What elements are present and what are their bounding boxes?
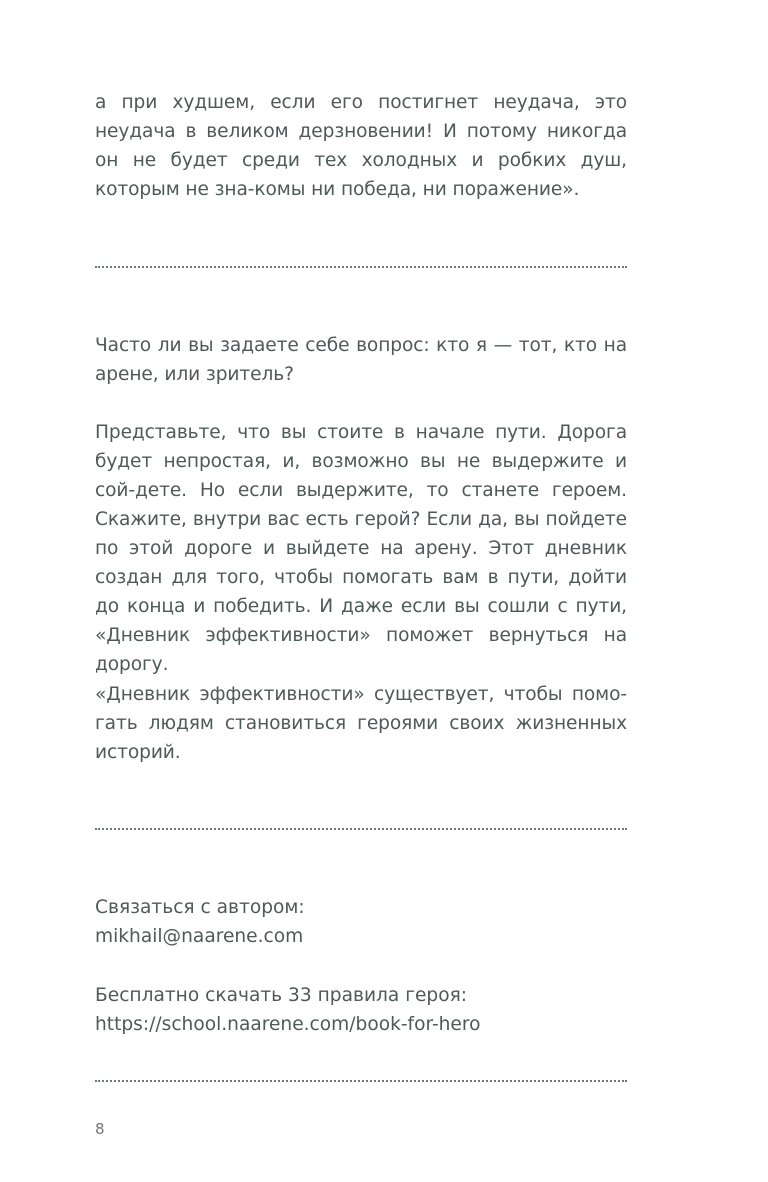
- download-label: Бесплатно скачать 33 правила героя:: [95, 985, 468, 1006]
- question-block: [95, 331, 627, 389]
- main-paragraph: Представьте, что вы стоите в начале пути. Дорога будет непростая, и, возможно вы не выдержите и сой-дете. Но если выдержите, то станете героем. Скажите, внутри вас есть герой? Если да, вы пойдете по этой дороге и выйдете на арену. Этот дневник создан для того, чтобы помогать вам в пути, дойти до конца и победить. И даже если вы сошли с пути, «Дневник эффективности» поможет вернуться на дорогу.: [95, 422, 627, 675]
- dotted-divider: [95, 1080, 627, 1082]
- download-block: [95, 981, 635, 1039]
- dotted-divider: [95, 828, 627, 830]
- quote-text: а при худшем, если его постигнет неудача, это неудача в великом дерзновении! И потому никогда он не будет среди тех холодных и робких душ, которым не зна-комы ни победа, ни поражение».: [95, 92, 627, 200]
- download-url-link[interactable]: https://school.naarene.com/book-for-hero: [95, 1014, 481, 1035]
- dotted-divider: [95, 266, 627, 268]
- quote-block: [95, 88, 627, 204]
- mission-block: [95, 680, 627, 767]
- page-number: 8: [95, 1120, 105, 1138]
- question-text: Часто ли вы задаете себе вопрос: кто я — тот, кто на арене, или зритель?: [95, 335, 627, 385]
- contact-label: Связаться с автором:: [95, 897, 305, 918]
- author-email-link[interactable]: mikhail@naarene.com: [95, 926, 304, 947]
- contact-block: [95, 893, 635, 951]
- mission-text: «Дневник эффективности» существует, чтобы помо-гать людям становиться героями своих жизненных историй.: [95, 684, 627, 763]
- main-paragraph-block: [95, 418, 627, 679]
